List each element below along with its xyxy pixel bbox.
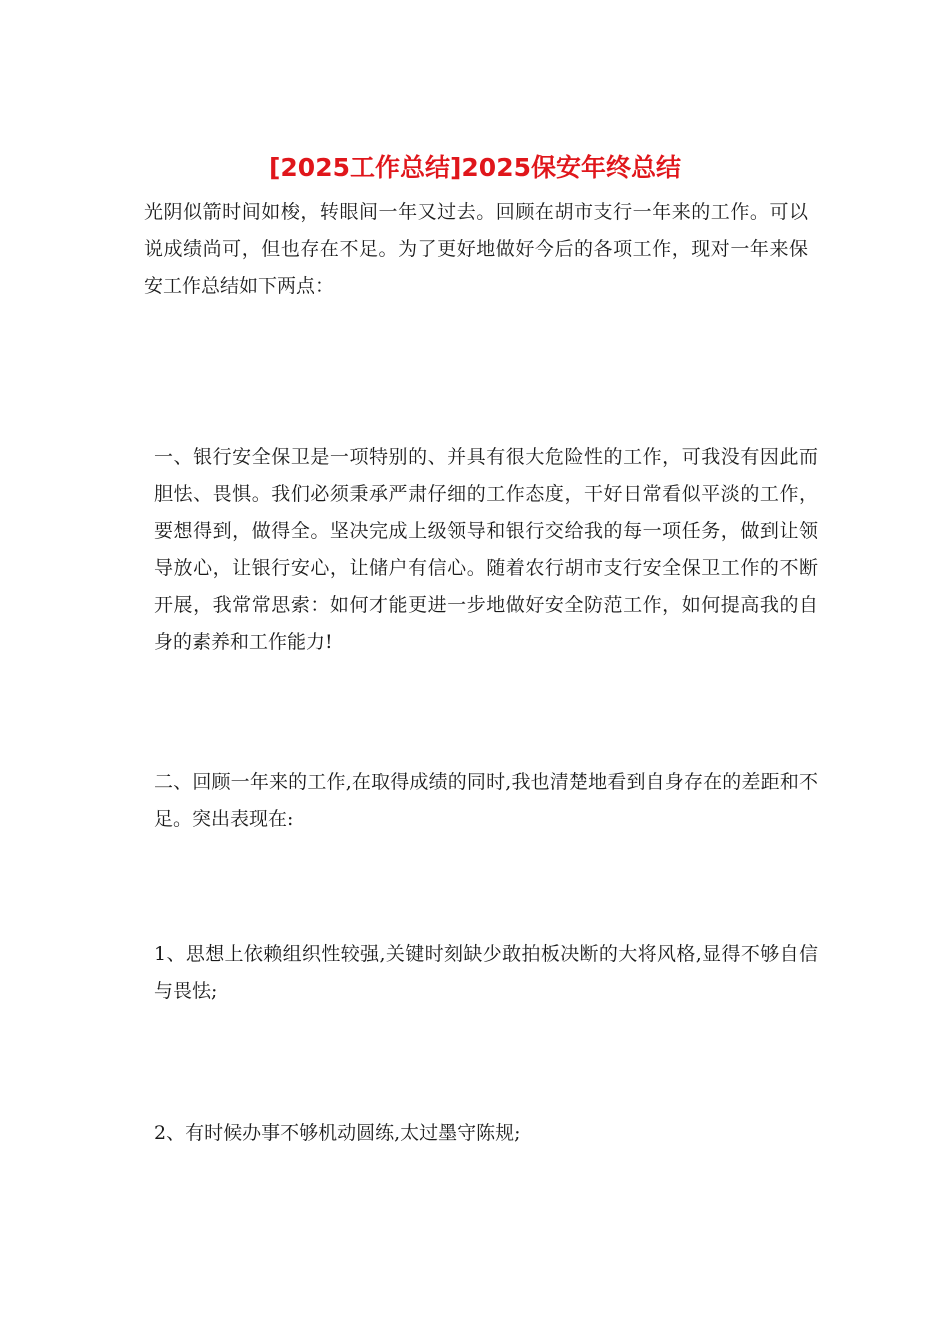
section-one-paragraph: 一、银行安全保卫是一项特别的、并具有很大危险性的工作，可我没有因此而胆怯、畏惧。我们必须秉承严肃仔细的工作态度，干好日常看似平淡的工作，要想得到，做得全。坚决完成上级领导和银行交给我的每一项任务，做到让领导放心，让银行安心，让储户有信心。随着农行胡市支行安全保卫工作的不断开展，我常常思索：如何才能更进一步地做好安全防范工作，如何提高我的自身的素养和工作能力! bbox=[154, 446, 818, 653]
intro-paragraph: 光阴似箭时间如梭，转眼间一年又过去。回顾在胡市支行一年来的工作。可以说成绩尚可，但也存在不足。为了更好地做好今后的各项工作，现对一年来保安工作总结如下两点： bbox=[144, 201, 808, 297]
document-title: [2025工作总结]2025保安年终总结 bbox=[268, 153, 681, 182]
section-two-paragraph: 二、回顾一年来的工作,在取得成绩的同时,我也清楚地看到自身存在的差距和不足。突出表现在: bbox=[154, 771, 818, 830]
item-two-paragraph: 2、有时候办事不够机动圆练,太过墨守陈规; bbox=[154, 1122, 521, 1144]
item-one-paragraph: 1、思想上依赖组织性较强,关键时刻缺少敢拍板决断的大将风格,显得不够自信与畏怯; bbox=[154, 943, 818, 1002]
